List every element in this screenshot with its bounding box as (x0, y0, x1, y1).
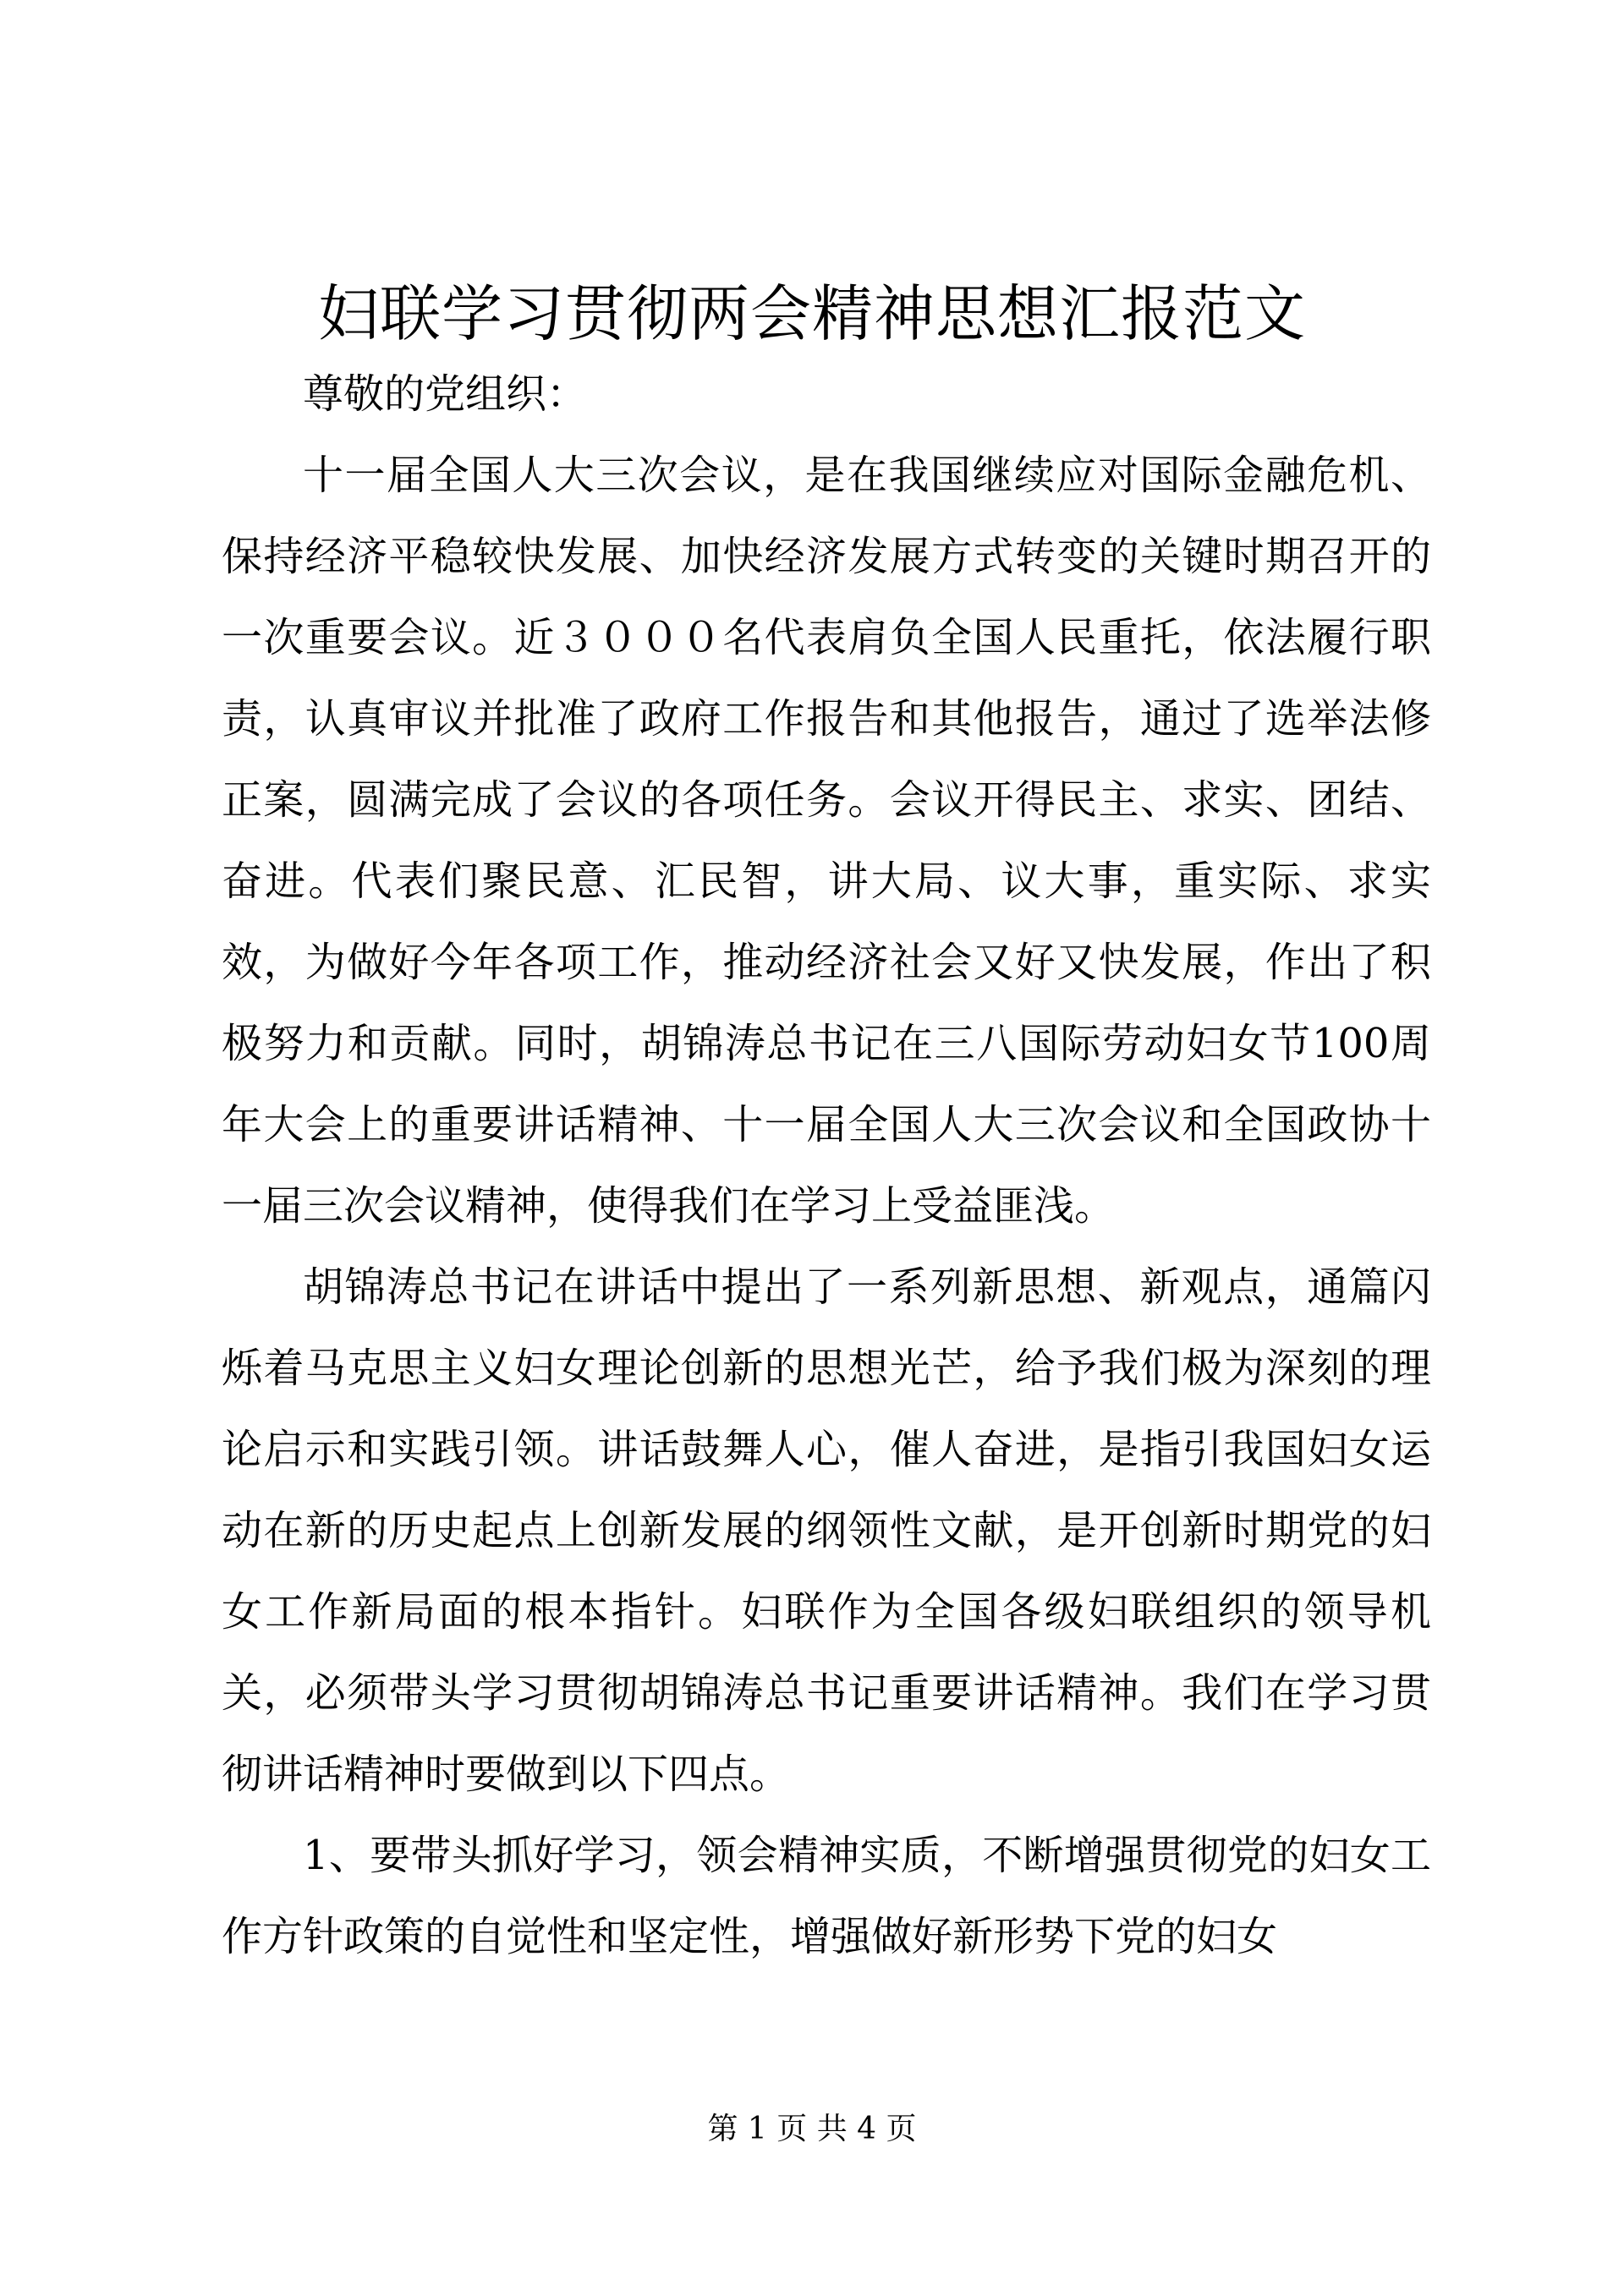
document-body (222, 353, 1431, 1977)
paragraph-1: 十一届全国人大三次会议，是在我国继续应对国际金融危机、保持经济平稳较快发展、加快经济发展方式转变的关键时期召开的一次重要会议。近３０００名代表肩负全国人民重托，依法履行职责，认真审议并批准了政府工作报告和其他报告，通过了选举法修正案，圆满完成了会议的各项任务。会议开得民主、求实、团结、奋进。代表们聚民意、汇民智，讲大局、议大事，重实际、求实效，为做好今年各项工作，推动经济社会又好又快发展，作出了积极努力和贡献。同时，胡锦涛总书记在三八国际劳动妇女节100周年大会上的重要讲话精神、十一届全国人大三次会议和全国政协十一届三次会议精神，使得我们在学习上受益匪浅。 (222, 452, 1431, 1230)
paragraph-2: 胡锦涛总书记在讲话中提出了一系列新思想、新观点，通篇闪烁着马克思主义妇女理论创新的思想光芒，给予我们极为深刻的理论启示和实践引领。讲话鼓舞人心，催人奋进，是指引我国妇女运动在新的历史起点上创新发展的纲领性文献，是开创新时期党的妇女工作新局面的根本指针。妇联作为全国各级妇联组织的领导机关，必须带头学习贯彻胡锦涛总书记重要讲话精神。我们在学习贯彻讲话精神时要做到以下四点。 (222, 1263, 1431, 1798)
paragraph-3: 1、要带头抓好学习，领会精神实质，不断增强贯彻党的妇女工作方针政策的自觉性和坚定性，增强做好新形势下党的妇女 (222, 1832, 1431, 1960)
document-title: 妇联学习贯彻两会精神思想汇报范文 (317, 278, 1306, 349)
page-footer: 第 1 页 共 4 页 (707, 2112, 917, 2146)
salutation: 尊敬的党组织： (303, 370, 588, 418)
